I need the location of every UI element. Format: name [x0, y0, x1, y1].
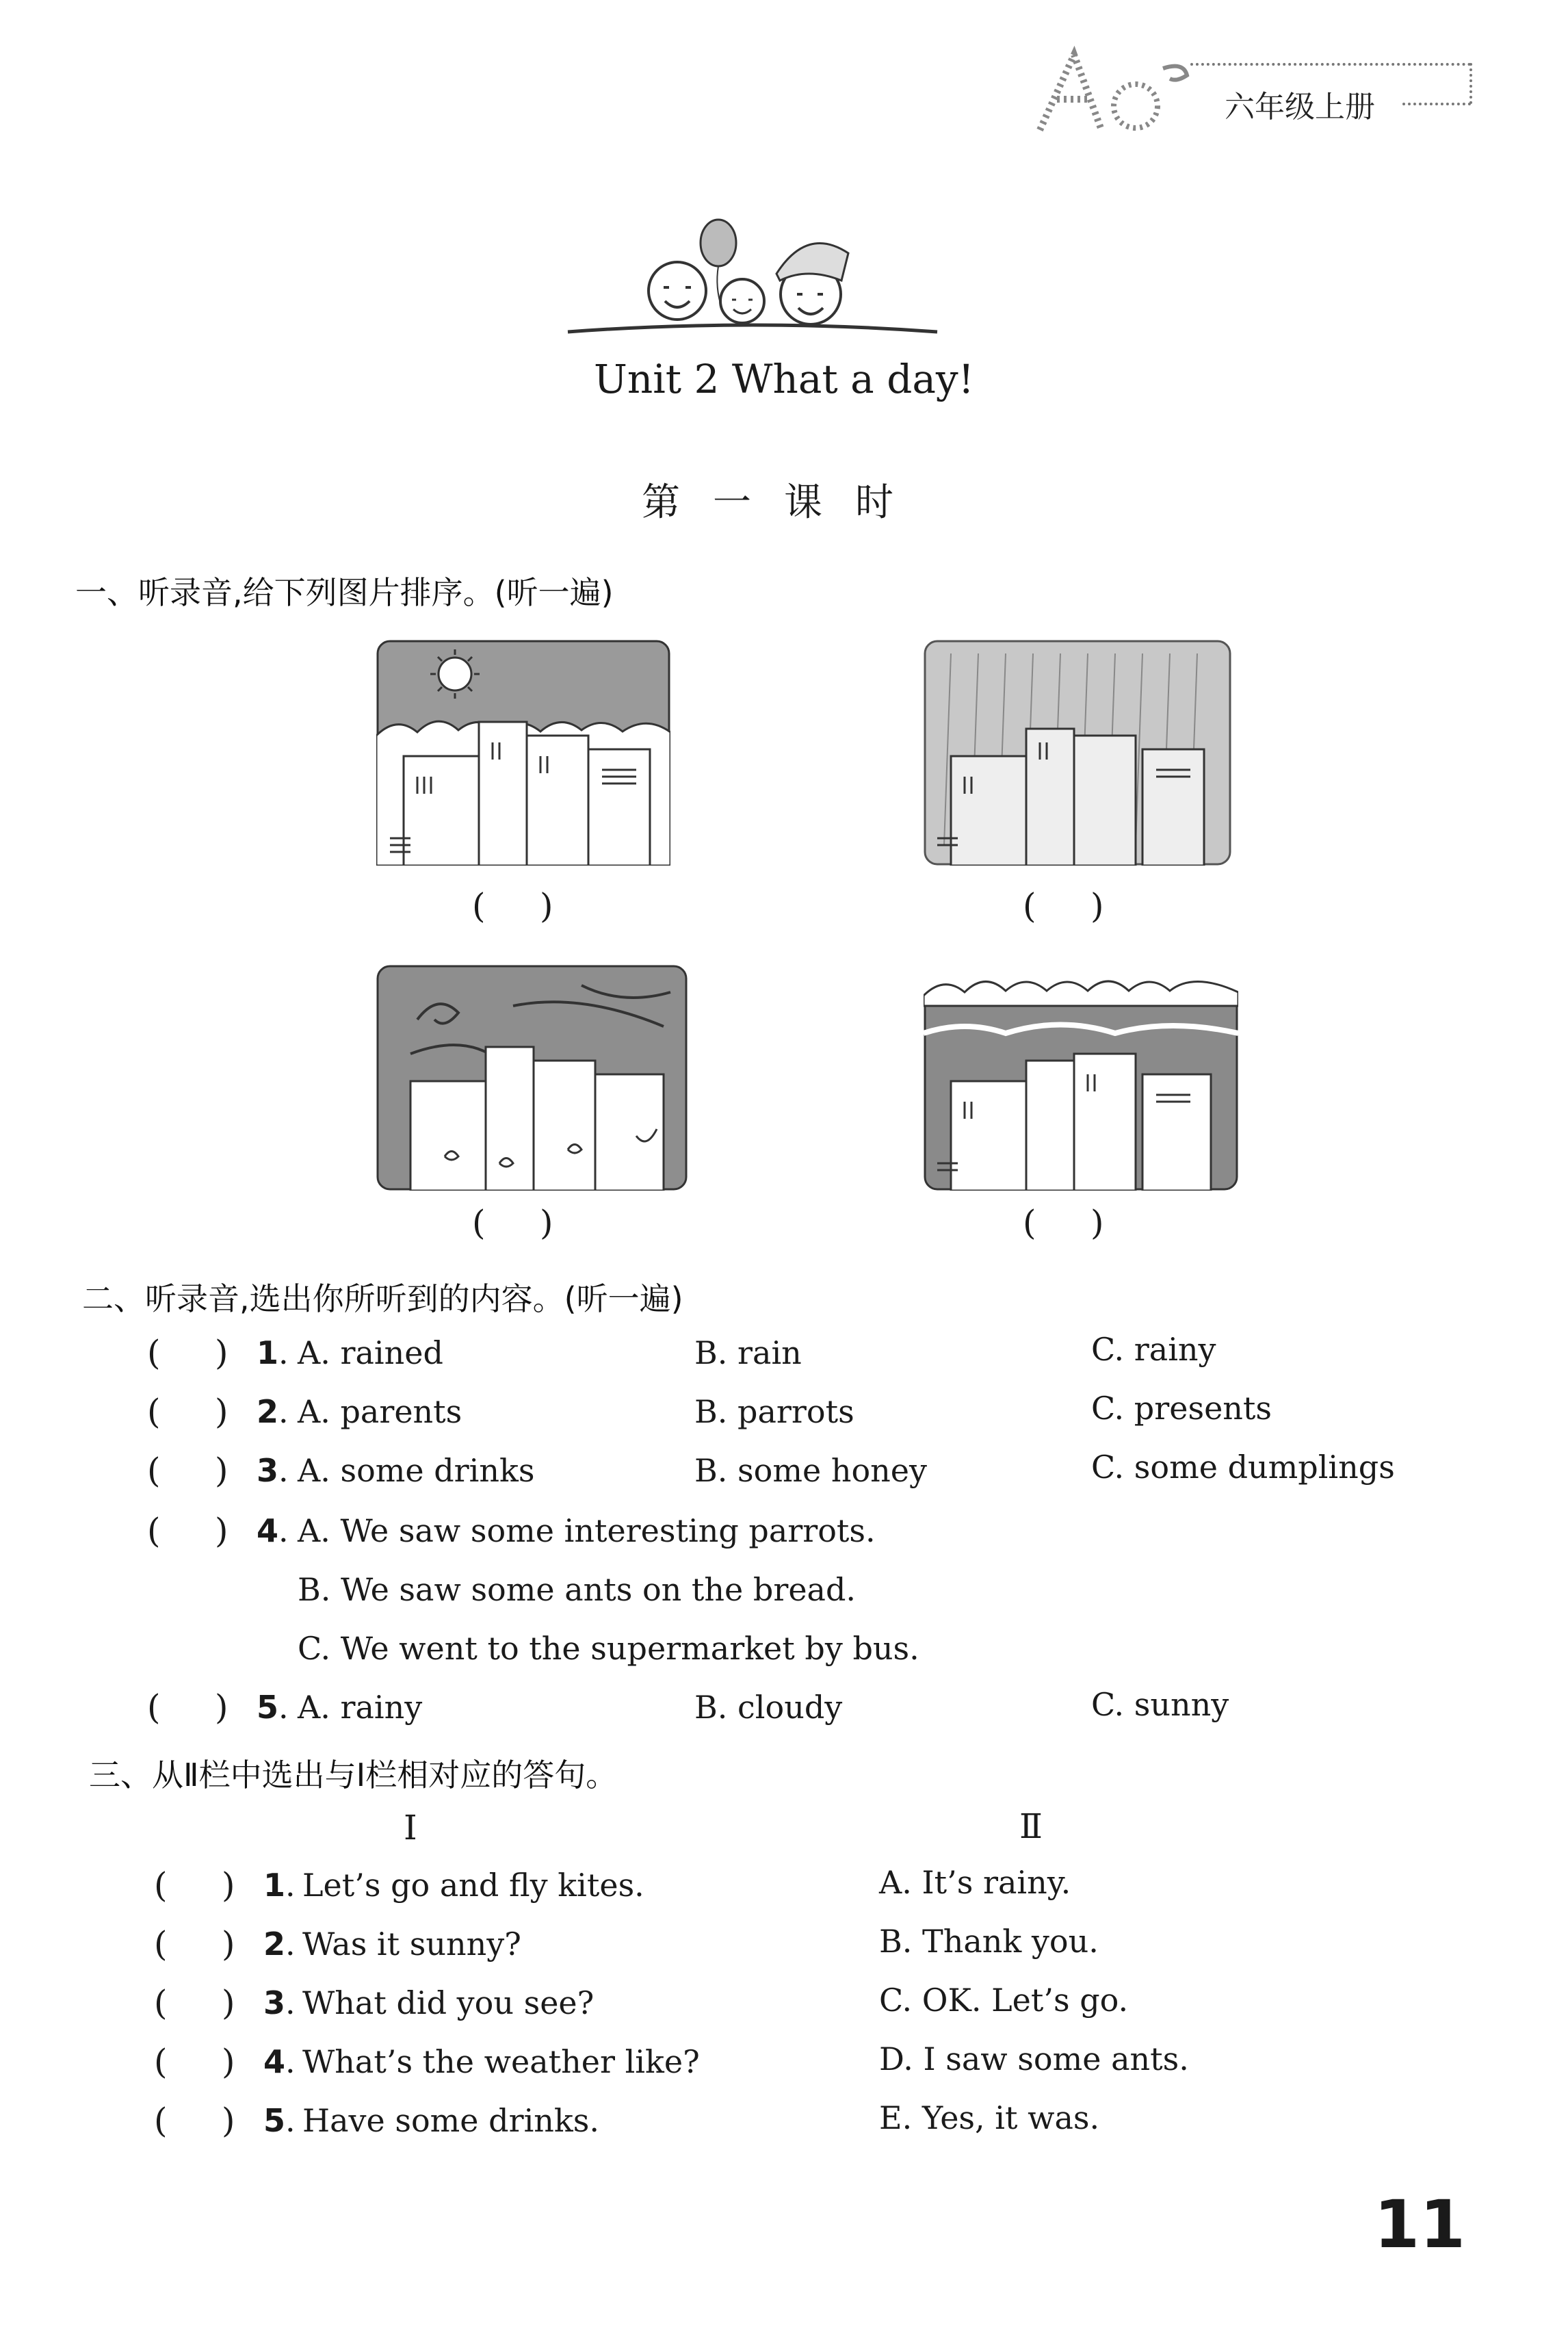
s2-q3-option-a: A. some drinks [298, 1452, 535, 1489]
s3-q3-blank[interactable]: ( ) [154, 1983, 235, 2023]
s2-q2-num: 2. [257, 1393, 289, 1430]
grade-label: 六年级上册 [1225, 90, 1375, 125]
s3-q2-blank[interactable]: ( ) [154, 1924, 235, 1964]
s3-q1-question: Let’s go and fly kites. [302, 1867, 644, 1904]
s2-q4-option-a: A. We saw some interesting parrots. [298, 1512, 876, 1549]
lesson-title: 第一课时 [642, 480, 926, 525]
s2-q4-option-c: C. We went to the supermarket by bus. [298, 1630, 919, 1667]
column-1-header: Ⅰ [404, 1808, 417, 1848]
s2-q2-blank[interactable]: ( ) [147, 1392, 228, 1431]
page-number: 11 [1374, 2186, 1465, 2263]
s3-q3-question: What did you see? [302, 1984, 594, 2021]
s3-answer-c: C. OK. Let’s go. [879, 1982, 1129, 2019]
picture-windy [376, 965, 688, 1191]
s2-q5-blank[interactable]: ( ) [147, 1687, 228, 1727]
s3-q2-question: Was it sunny? [302, 1926, 521, 1962]
s2-q5-option-c: C. sunny [1091, 1686, 1229, 1723]
section2-heading: 二、听录音,选出你所听到的内容。(听一遍) [82, 1280, 683, 1317]
cloudy-city-icon [924, 965, 1238, 1191]
s3-q1-num: 1. [263, 1867, 296, 1904]
s3-q3-num: 3. [263, 1984, 296, 2021]
s3-answer-d: D. I saw some ants. [879, 2041, 1189, 2077]
picture-cloudy [924, 965, 1238, 1191]
s2-q2-option-c: C. presents [1091, 1390, 1272, 1427]
s3-q4-question: What’s the weather like? [302, 2043, 700, 2080]
s3-answer-b: B. Thank you. [879, 1923, 1099, 1960]
s2-q2-option-b: B. parrots [694, 1393, 854, 1430]
children-illustration [561, 205, 944, 342]
s2-q3-blank[interactable]: ( ) [147, 1451, 228, 1490]
section1-heading: 一、听录音,给下列图片排序。(听一遍) [75, 574, 614, 611]
sunny-city-icon [376, 640, 670, 866]
picture-rainy-blank[interactable]: ( ) [1023, 886, 1104, 926]
picture-sunny-blank[interactable]: ( ) [472, 886, 553, 926]
s2-q5-option-a: A. rainy [298, 1689, 423, 1726]
s2-q5-num: 5. [257, 1689, 289, 1726]
s3-q5-blank[interactable]: ( ) [154, 2101, 235, 2140]
header-dotted-tick [1469, 63, 1472, 104]
s2-q1-option-b: B. rain [694, 1334, 802, 1371]
s2-q2-option-a: A. parents [298, 1393, 462, 1430]
rainy-city-icon [924, 640, 1231, 866]
picture-sunny [376, 640, 670, 866]
windy-city-icon [376, 965, 688, 1191]
s2-q4-blank[interactable]: ( ) [147, 1511, 228, 1551]
s3-q2-num: 2. [263, 1926, 296, 1962]
s2-q5-option-b: B. cloudy [694, 1689, 843, 1726]
s3-q5-question: Have some drinks. [302, 2102, 600, 2139]
s2-q3-option-b: B. some honey [694, 1452, 927, 1489]
picture-windy-blank[interactable]: ( ) [472, 1203, 553, 1243]
s2-q1-num: 1. [257, 1334, 289, 1371]
s3-q1-blank[interactable]: ( ) [154, 1865, 235, 1905]
header-dotted-line-lower [1402, 103, 1471, 105]
section3-heading: 三、从Ⅱ栏中选出与Ⅰ栏相对应的答句。 [89, 1757, 618, 1793]
s2-q3-num: 3. [257, 1452, 289, 1489]
children-with-balloon-icon [561, 205, 944, 342]
s2-q3-option-c: C. some dumplings [1091, 1449, 1395, 1486]
column-2-header: Ⅱ [1019, 1806, 1043, 1846]
s2-q4-num: 4. [257, 1512, 289, 1549]
unit-title: Unit 2 What a day! [594, 356, 974, 402]
picture-rainy [924, 640, 1231, 866]
s3-answer-a: A. It’s rainy. [879, 1864, 1071, 1901]
s2-q1-option-a: A. rained [298, 1334, 443, 1371]
s2-q1-option-c: C. rainy [1091, 1331, 1216, 1368]
s3-q5-num: 5. [263, 2102, 296, 2139]
s3-q4-num: 4. [263, 2043, 296, 2080]
s3-q4-blank[interactable]: ( ) [154, 2042, 235, 2082]
header-logo [1026, 41, 1197, 144]
s2-q1-blank[interactable]: ( ) [147, 1333, 228, 1373]
s2-q4-option-b: B. We saw some ants on the bread. [298, 1571, 857, 1608]
picture-cloudy-blank[interactable]: ( ) [1023, 1203, 1104, 1243]
s3-answer-e: E. Yes, it was. [879, 2099, 1100, 2136]
logo-letters-icon [1026, 41, 1197, 144]
header-dotted-line [1190, 63, 1471, 66]
